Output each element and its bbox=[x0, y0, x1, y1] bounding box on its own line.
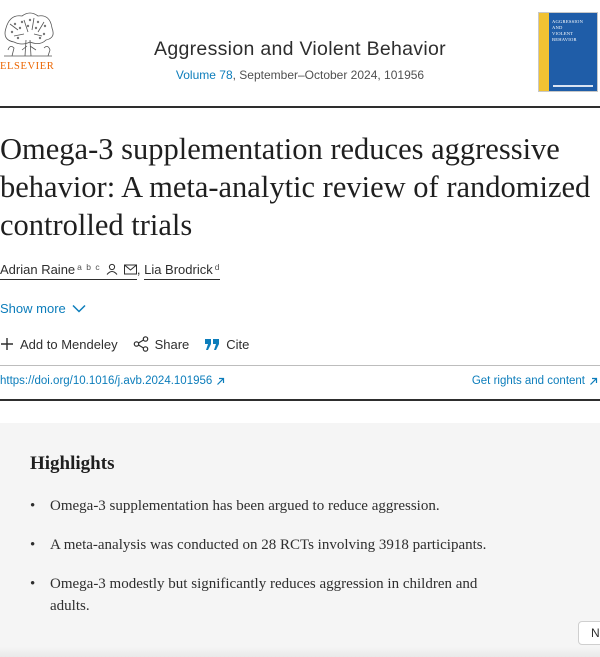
external-link-icon bbox=[216, 377, 225, 386]
author-link-brodrick[interactable] bbox=[144, 262, 220, 280]
cover-footer bbox=[553, 85, 593, 87]
author-link-raine[interactable] bbox=[0, 262, 137, 280]
email-icon bbox=[124, 264, 137, 275]
chevron-down-icon bbox=[72, 304, 86, 313]
external-link-icon bbox=[589, 377, 598, 386]
get-rights-label: Get rights and content bbox=[471, 375, 585, 387]
cover-line: VIOLENT bbox=[552, 31, 574, 36]
highlight-item: • A meta-analysis was conducted on 28 RCTs involving 3918 participants. bbox=[30, 534, 520, 556]
cover-line: BEHAVIOR bbox=[552, 37, 577, 42]
article-actions bbox=[0, 336, 264, 352]
highlights-section bbox=[0, 423, 600, 657]
journal-info bbox=[0, 38, 600, 82]
cover-line: AND bbox=[552, 25, 563, 30]
bottom-fade bbox=[0, 647, 600, 657]
share-icon bbox=[133, 336, 149, 352]
author-name: Lia Brodrick bbox=[144, 262, 213, 277]
show-more-label: Show more bbox=[0, 301, 66, 316]
section-divider bbox=[0, 399, 600, 401]
highlights-heading: Highlights bbox=[30, 453, 115, 474]
issue-details: , September–October 2024, 101956 bbox=[232, 68, 425, 82]
plus-icon bbox=[0, 337, 14, 351]
quote-icon bbox=[204, 338, 220, 351]
divider bbox=[0, 365, 600, 366]
person-icon bbox=[106, 263, 118, 275]
share-label: Share bbox=[154, 336, 190, 352]
add-to-mendeley-button[interactable] bbox=[0, 337, 118, 352]
highlights-list bbox=[30, 495, 520, 634]
volume-link[interactable]: Volume 78 bbox=[175, 68, 233, 82]
cite-label: Cite bbox=[226, 336, 250, 352]
author-list bbox=[0, 262, 220, 280]
doi-link[interactable] bbox=[0, 375, 225, 387]
cover-strip bbox=[539, 13, 549, 92]
show-more-button[interactable] bbox=[0, 301, 86, 316]
highlight-item: • Omega-3 supplementation has been argued to reduce aggression. bbox=[30, 495, 520, 517]
author-affiliations: a b c bbox=[77, 262, 101, 272]
cover-title bbox=[552, 19, 583, 43]
highlight-item: • Omega-3 modestly but significantly reduces aggression in children and adults. bbox=[30, 573, 520, 617]
author-separator: , bbox=[136, 262, 141, 277]
publisher-name: ELSEVIER bbox=[0, 61, 55, 72]
cover-line: AGGRESSION bbox=[552, 19, 584, 24]
get-rights-link[interactable] bbox=[472, 375, 598, 387]
corner-floating-button[interactable]: N bbox=[578, 621, 600, 645]
cite-button[interactable] bbox=[204, 337, 249, 352]
doi-text: https://doi.org/10.1016/j.avb.2024.101956 bbox=[0, 375, 213, 387]
author-name: Adrian Raine bbox=[0, 262, 76, 277]
journal-cover-image[interactable] bbox=[538, 12, 598, 92]
article-title: Omega-3 supplementation reduces aggressive behavior: A meta-analytic review of randomized controlled trials bbox=[0, 132, 591, 242]
add-to-mendeley-label: Add to Mendeley bbox=[20, 336, 118, 352]
journal-header bbox=[0, 0, 600, 108]
journal-title-link[interactable]: Aggression and Violent Behavior bbox=[154, 38, 446, 60]
share-button[interactable] bbox=[133, 336, 190, 352]
author-affiliations: d bbox=[214, 262, 221, 272]
journal-issue-info bbox=[0, 68, 600, 82]
